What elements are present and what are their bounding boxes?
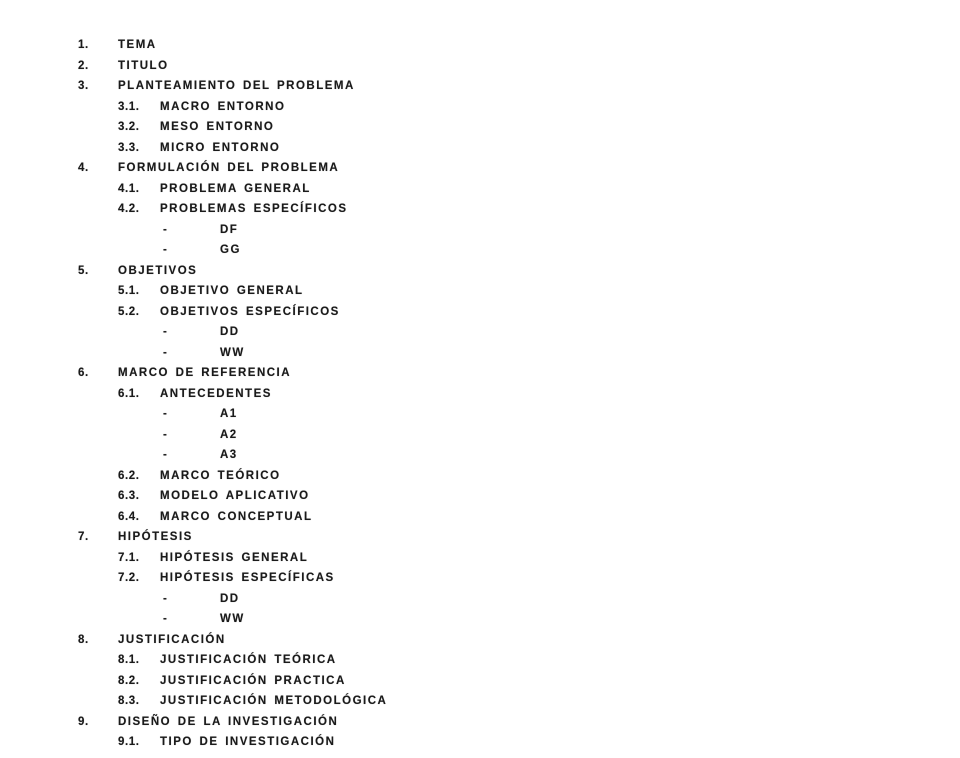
outline-item (78, 307, 718, 328)
outline-item-label: TEMA (118, 39, 157, 51)
outline-item (78, 737, 718, 758)
outline-item (78, 491, 718, 512)
outline-item (78, 409, 718, 430)
outline-item (78, 245, 718, 266)
outline-item-label: DF (220, 223, 239, 236)
outline-list (78, 40, 718, 758)
outline-item-marker: 8.2. (118, 674, 140, 687)
outline-item-marker: 7.1. (118, 551, 140, 564)
outline-item (78, 573, 718, 594)
outline-item (78, 266, 718, 287)
outline-item-label: MARCO DE REFERENCIA (118, 367, 292, 379)
outline-item-marker: 3.2. (118, 121, 140, 133)
outline-item (78, 61, 718, 82)
outline-item (78, 184, 718, 205)
outline-item-marker: - (163, 244, 168, 256)
outline-item-label: JUSTIFICACIÓN METODOLÓGICA (160, 695, 388, 707)
outline-item-label: A1 (220, 408, 238, 420)
outline-item-label: HIPÓTESIS (118, 531, 193, 543)
outline-item (78, 225, 718, 246)
outline-item (78, 676, 718, 697)
outline-item (78, 389, 718, 410)
outline-item (78, 532, 718, 553)
outline-item (78, 594, 718, 615)
outline-item-label: MARCO CONCEPTUAL (160, 510, 313, 523)
outline-item-label: MESO ENTORNO (160, 121, 275, 133)
outline-item (78, 143, 718, 164)
outline-item-label: OBJETIVOS ESPECÍFICOS (160, 305, 340, 318)
outline-item-marker: 9. (78, 715, 89, 728)
outline-item-marker: 3.3. (118, 141, 140, 154)
outline-item-label: JUSTIFICACIÓN TEÓRICA (160, 654, 337, 666)
outline-item (78, 102, 718, 123)
outline-item-marker: 5.1. (118, 285, 140, 297)
outline-item-marker: 3. (78, 80, 89, 92)
outline-item-marker: 7.2. (118, 572, 140, 584)
outline-item (78, 163, 718, 184)
outline-item-marker: 3.1. (118, 100, 140, 113)
outline-item-marker: 4.1. (118, 182, 140, 195)
outline-item-label: PLANTEAMIENTO DEL PROBLEMA (118, 80, 355, 92)
outline-item-marker: 6. (78, 367, 89, 379)
outline-item-label: MARCO TEÓRICO (160, 469, 281, 482)
outline-item (78, 655, 718, 676)
outline-item-label: DISEÑO DE LA INVESTIGACIÓN (118, 715, 339, 728)
outline-item (78, 614, 718, 635)
outline-item-label: A2 (220, 428, 238, 441)
outline-item-label: PROBLEMA GENERAL (160, 182, 311, 195)
outline-item (78, 450, 718, 471)
outline-item-marker: 7. (78, 531, 89, 543)
outline-item (78, 40, 718, 61)
outline-item (78, 348, 718, 369)
outline-item-marker: - (163, 613, 168, 625)
outline-item-marker: 6.3. (118, 490, 140, 502)
outline-item (78, 204, 718, 225)
outline-item (78, 717, 718, 738)
outline-item-label: TITULO (118, 59, 169, 72)
outline-item (78, 368, 718, 389)
outline-item-label: OBJETIVO GENERAL (160, 285, 304, 297)
outline-item-marker: 8.3. (118, 695, 140, 707)
outline-item (78, 327, 718, 348)
outline-item-marker: 5. (78, 264, 89, 277)
outline-item-marker: 6.1. (118, 387, 140, 400)
outline-item-label: DD (220, 326, 240, 338)
outline-item-label: OBJETIVOS (118, 264, 198, 277)
outline-item-label: JUSTIFICACIÓN (118, 633, 226, 646)
outline-item-marker: 1. (78, 39, 89, 51)
outline-item-marker: - (163, 346, 168, 359)
outline-item (78, 471, 718, 492)
outline-item-label: MICRO ENTORNO (160, 141, 281, 154)
outline-item (78, 553, 718, 574)
outline-item-label: WW (220, 613, 245, 625)
outline-item-label: DD (220, 592, 240, 605)
outline-item-label: GG (220, 244, 241, 256)
outline-item-marker: - (163, 223, 168, 236)
outline-item-marker: 6.4. (118, 510, 140, 523)
outline-item-label: HIPÓTESIS GENERAL (160, 551, 309, 564)
outline-item (78, 430, 718, 451)
outline-item-label: MODELO APLICATIVO (160, 490, 310, 502)
outline-item-marker: 8.1. (118, 654, 140, 666)
outline-item-label: HIPÓTESIS ESPECÍFICAS (160, 572, 335, 584)
outline-item-marker: 9.1. (118, 736, 140, 748)
outline-item-label: MACRO ENTORNO (160, 100, 286, 113)
outline-item-marker: 5.2. (118, 305, 140, 318)
outline-item-marker: 4.2. (118, 203, 140, 215)
outline-item-marker: - (163, 592, 168, 605)
outline-item-label: WW (220, 346, 245, 359)
outline-item-marker: 2. (78, 59, 89, 72)
outline-item-label: TIPO DE INVESTIGACIÓN (160, 736, 336, 748)
outline-item-marker: - (163, 326, 168, 338)
outline-item-marker: - (163, 428, 168, 441)
outline-item-label: ANTECEDENTES (160, 387, 272, 400)
outline-item-marker: - (163, 408, 168, 420)
outline-item-marker: 6.2. (118, 469, 140, 482)
outline-item-label: PROBLEMAS ESPECÍFICOS (160, 203, 348, 215)
outline-item (78, 286, 718, 307)
outline-item-marker: - (163, 449, 168, 461)
outline-item (78, 512, 718, 533)
outline-item (78, 696, 718, 717)
outline-item (78, 635, 718, 656)
outline-item-label: A3 (220, 449, 238, 461)
outline-item (78, 122, 718, 143)
outline-item-marker: 8. (78, 633, 89, 646)
outline-item-label: FORMULACIÓN DEL PROBLEMA (118, 162, 340, 174)
outline-item (78, 81, 718, 102)
outline-item-marker: 4. (78, 162, 89, 174)
outline-item-label: JUSTIFICACIÓN PRACTICA (160, 674, 346, 687)
